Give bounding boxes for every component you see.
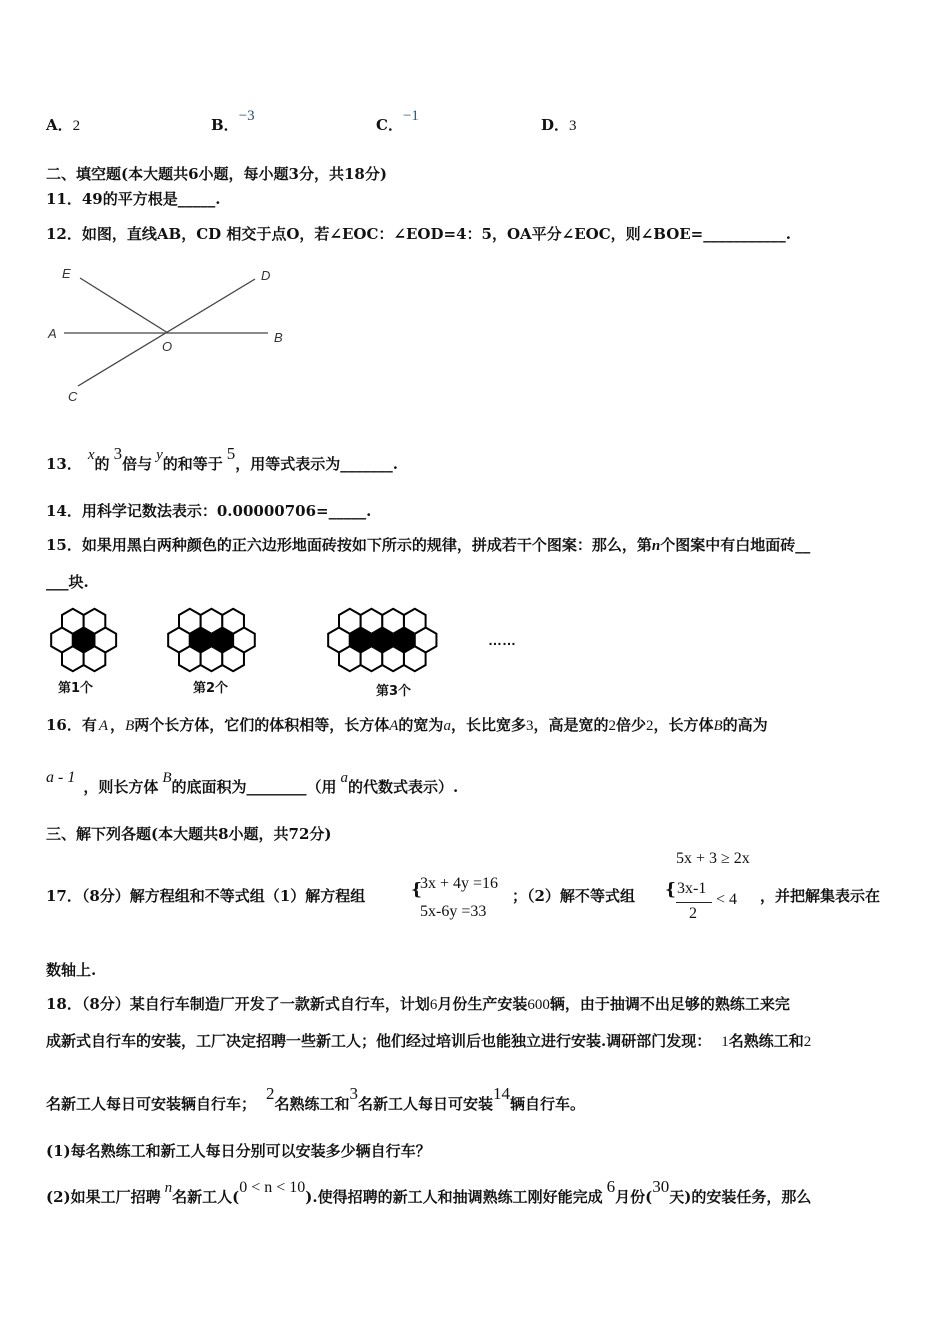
option-d: D．3 [541, 116, 577, 134]
ray-oe [80, 278, 168, 333]
white-hexagon-tile [361, 646, 383, 671]
option-c: C．−1 [376, 108, 419, 134]
section3-title: 三、解下列各题(本大题共8小题，共72分) [46, 825, 332, 843]
white-hexagon-tile [382, 609, 404, 634]
label-d: D [261, 268, 271, 283]
white-hexagon-tile [339, 646, 361, 671]
question-11: 11．49的平方根是_____. [46, 190, 221, 208]
caption-3: 第3个 [376, 684, 412, 699]
q12-figure [40, 258, 300, 408]
white-hexagon-tile [382, 646, 404, 671]
white-hexagon-tile [222, 646, 244, 671]
question-16-line2: a - 1，则长方体 B的底面积为________（用 a的代数式表示）. [46, 769, 459, 796]
white-hexagon-tile [222, 609, 244, 634]
fraction-numerator: 3x-1 [677, 880, 707, 897]
question-14: 14．用科学记数法表示：0.00000706=_____. [46, 502, 372, 520]
inequality-1: 5x + 3 ≥ 2x [676, 850, 750, 867]
label-e: E [62, 266, 71, 281]
white-hexagon-tile [179, 646, 201, 671]
caption-1: 第1个 [58, 681, 94, 696]
question-17-text2: ；（2）解不等式组 [512, 887, 635, 905]
label-c: C [68, 389, 78, 404]
white-hexagon-tile [201, 609, 223, 634]
white-hexagon-tile [339, 609, 361, 634]
question-18-line3: 名新工人每日可安装辆自行车；2名熟练工和3名新工人每日可安装14辆自行车。 [46, 1084, 586, 1113]
hexagon-pattern-figure [40, 600, 540, 705]
white-hexagon-tile [84, 646, 106, 671]
question-17-text3: ，并把解集表示在 [760, 887, 881, 905]
question-18-line2: 成新式自行车的安装，工厂决定招聘一些新工人；他们经过培训后也能独立进行安装.调研部门发现： 1名熟练工和2 [46, 1032, 812, 1050]
label-b: B [274, 330, 283, 345]
question-18-sub2: (2)如果工厂招聘 n名新工人(0 < n < 10).使得招聘的新工人和抽调熟练工刚好能完成6月份(30天)的安装任务，那么 [46, 1177, 812, 1206]
brace-2: { [665, 880, 676, 900]
equation-2: 5x-6y =33 [420, 903, 487, 920]
question-17-text4: 数轴上. [46, 961, 97, 979]
white-hexagon-tile [179, 609, 201, 634]
white-hexagon-tile [361, 609, 383, 634]
ellipsis: …… [488, 632, 516, 648]
brace-1: { [411, 880, 422, 900]
question-15-line2: ___块. [46, 573, 89, 591]
option-b: B．−3 [211, 108, 255, 134]
fraction-denominator: 2 [689, 905, 697, 922]
section2-title: 二、填空题(本大题共6小题，每小题3分，共18分) [46, 165, 387, 183]
caption-2: 第2个 [193, 681, 229, 696]
question-17-text1: 17．（8分）解方程组和不等式组（1）解方程组 [46, 887, 366, 905]
white-hexagon-tile [404, 609, 426, 634]
question-18-sub1: (1)每名熟练工和新工人每日分别可以安装多少辆自行车？ [46, 1142, 431, 1160]
white-hexagon-tile [62, 646, 84, 671]
white-hexagon-tile [84, 609, 106, 634]
equation-1: 3x + 4y =16 [420, 875, 499, 892]
label-a: A [48, 326, 57, 341]
white-hexagon-tile [201, 646, 223, 671]
label-o: O [162, 339, 173, 354]
question-12: 12．如图，直线AB，CD 相交于点O，若∠EOC：∠EOD=4：5，OA平分∠EOC，则∠BOE=___________. [46, 225, 791, 243]
question-15-line1: 15．如果用黑白两种颜色的正六边形地面砖按如下所示的规律，拼成若干个图案：那么，第n个图案中有白地面砖__ [46, 536, 811, 554]
question-16-line1: 16．有 A ，B两个长方体，它们的体积相等，长方体A的宽为a，长比宽多3，高是宽的2倍少2，长方体B的高为 [46, 716, 768, 734]
option-a: A．2 [46, 116, 81, 134]
white-hexagon-tile [62, 609, 84, 634]
question-13: 13． x的3倍与 y的和等于5，用等式表示为_______. [46, 444, 398, 473]
fraction-bar [676, 902, 712, 903]
white-hexagon-tile [404, 646, 426, 671]
fraction-rhs: < 4 [716, 891, 738, 908]
question-18-line1: 18．（8分）某自行车制造厂开发了一款新式自行车，计划6月份生产安装600辆，由于抽调不出足够的熟练工来完 [46, 995, 790, 1013]
